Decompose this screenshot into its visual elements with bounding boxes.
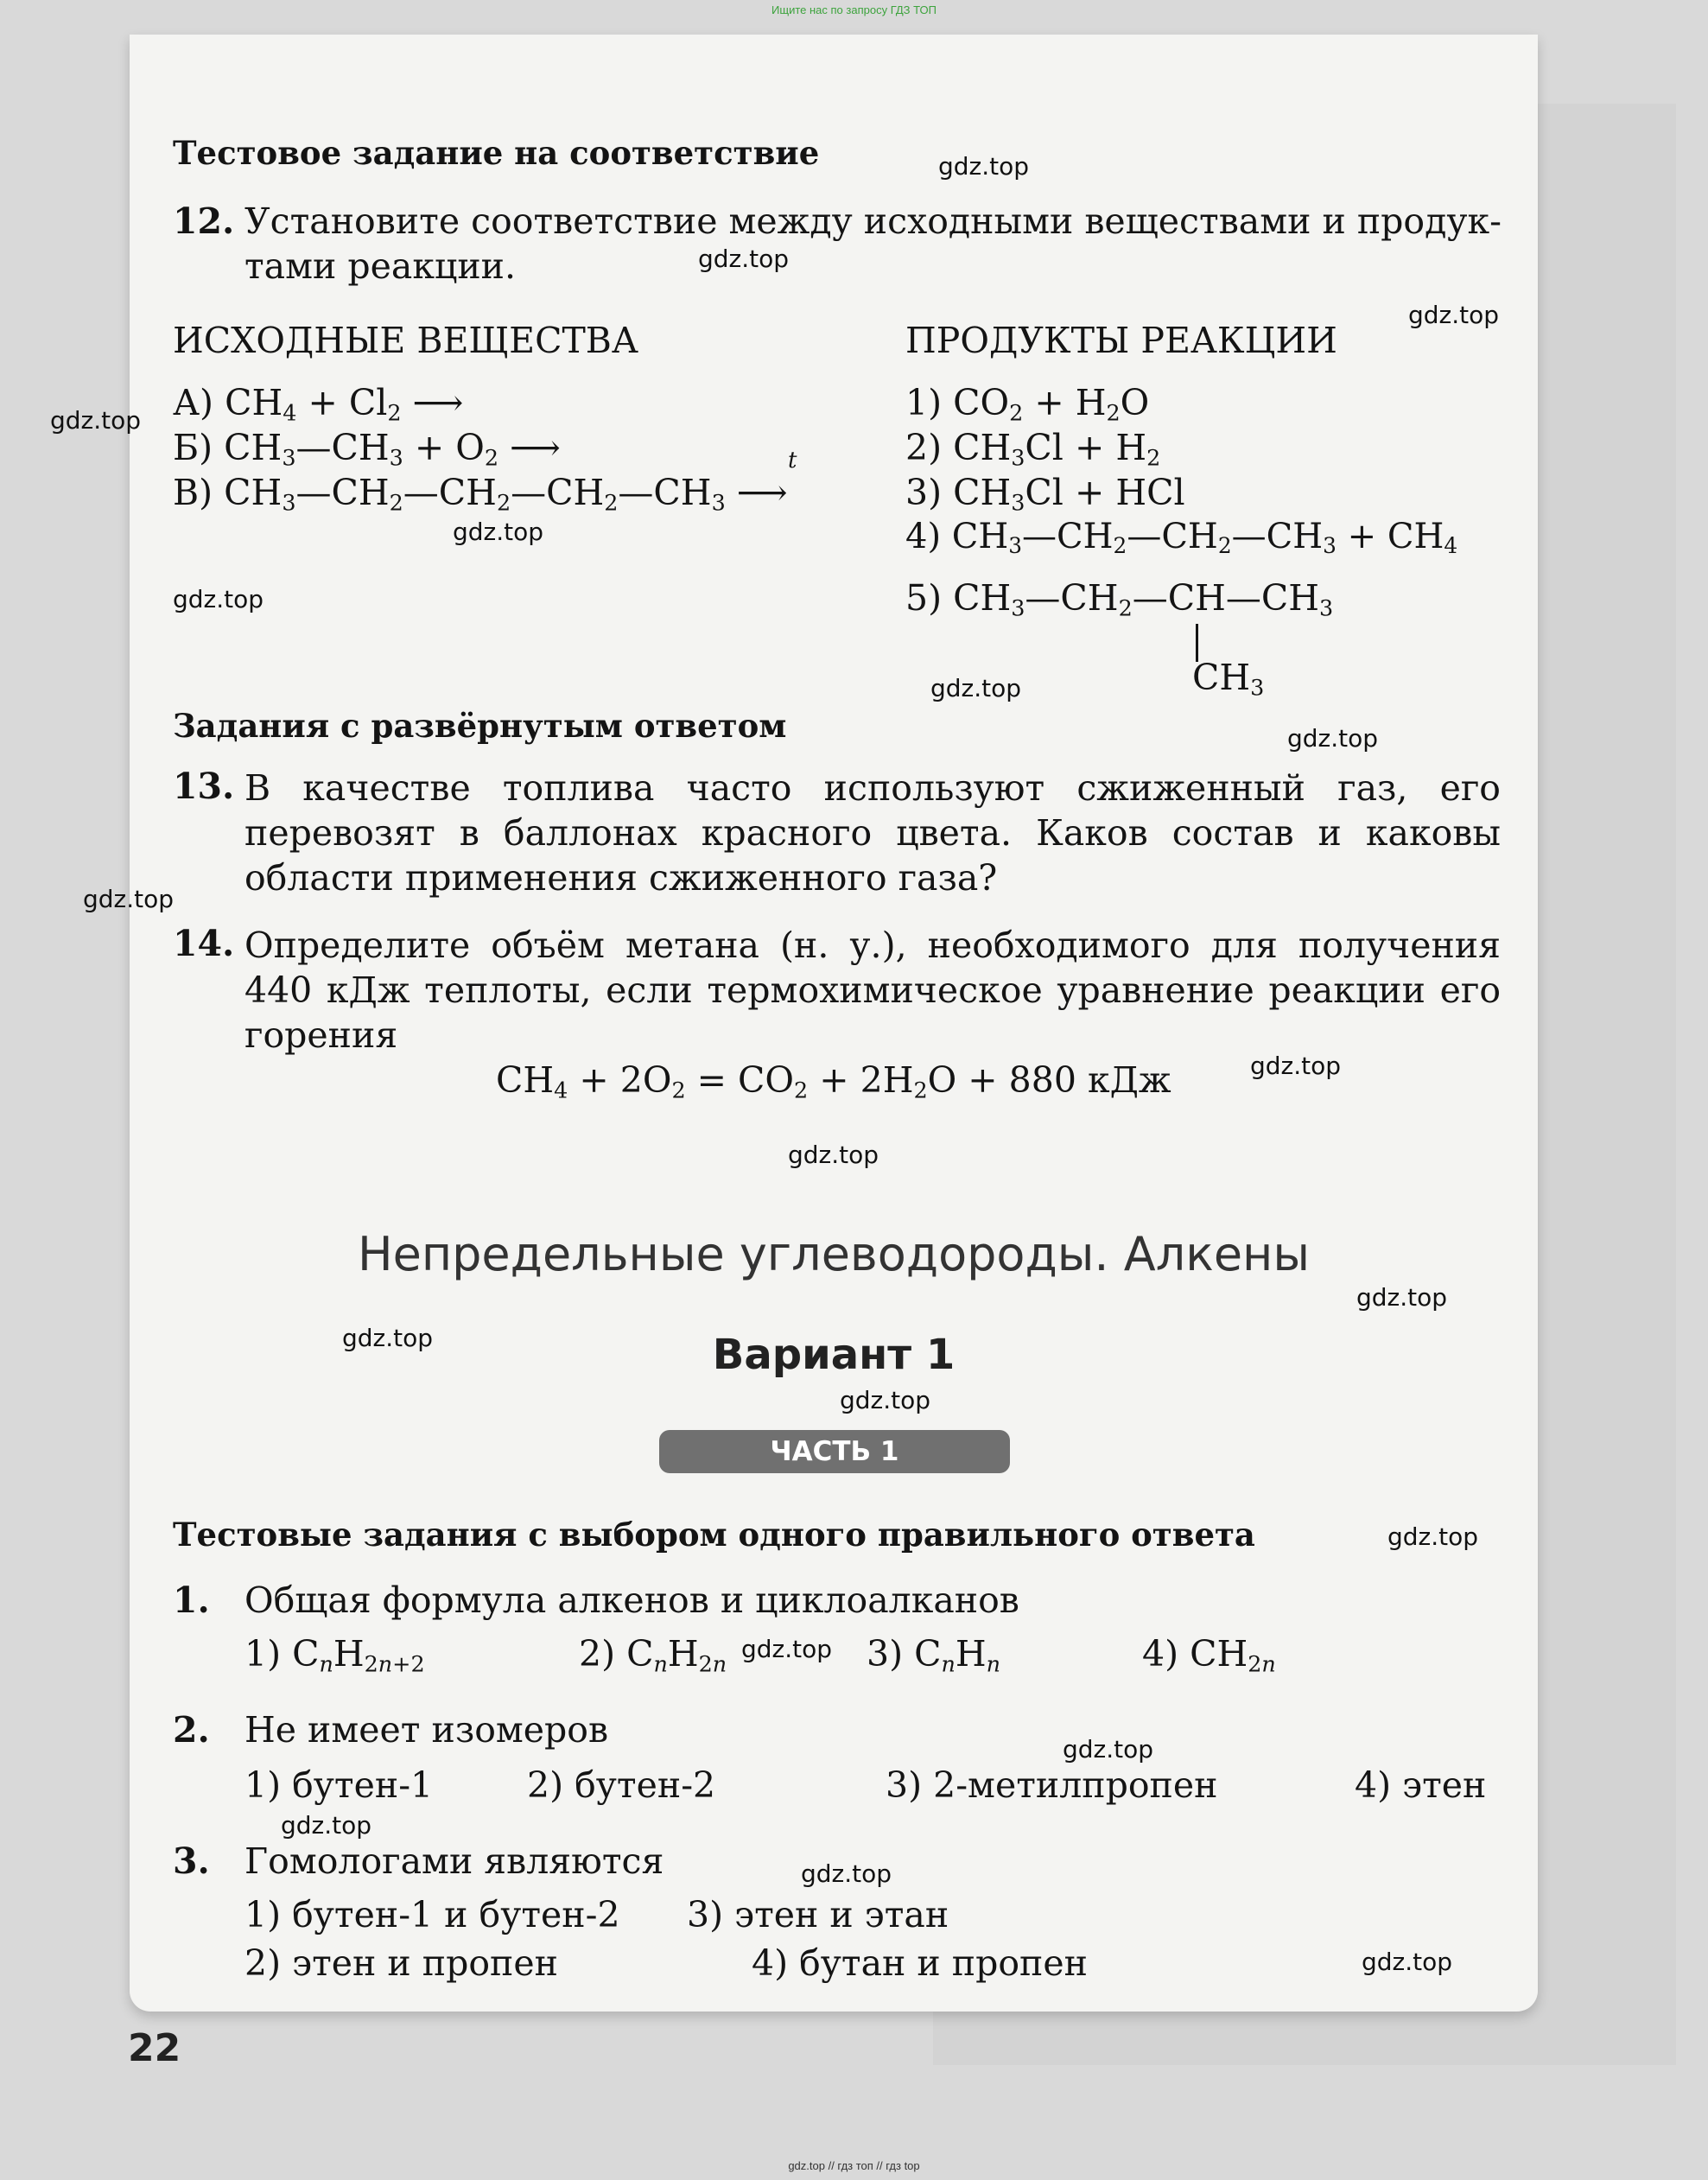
watermark-text: gdz.top — [1362, 1948, 1453, 1976]
product-3: 3) $CH_3Cl$ + HCl — [905, 472, 1185, 516]
q2-text: Не имеет изомеров — [244, 1709, 609, 1751]
reactant-v — [173, 472, 788, 515]
q2-number: 2. — [173, 1709, 210, 1751]
q1-option-4: 4) $CH_{2n}$ — [1142, 1633, 1276, 1677]
watermark-text: gdz.top — [1287, 724, 1379, 753]
reactants-header: ИСХОДНЫЕ ВЕЩЕСТВА — [173, 320, 638, 361]
watermark-text: gdz.top — [1063, 1735, 1154, 1764]
q3-option-3: 3) этен и этан — [687, 1894, 949, 1935]
watermark-text: gdz.top — [83, 885, 175, 913]
site-link-top[interactable]: Ищите нас по запросу ГДЗ ТОП — [771, 3, 937, 16]
q14-equation: $CH_4 + 2O_2 = CO_2 + 2H_2O + 880$ кДж — [496, 1059, 1171, 1103]
q13-text: В качестве топлива часто используют сжиженный газ, его перевозят в баллонах красного цвета. Каков состав и каковы области применения сжиженного газа? — [244, 767, 1501, 899]
watermark-text: gdz.top — [698, 245, 790, 273]
reactant-b — [173, 427, 561, 470]
reactant-formula: $CH_4 + Cl_2$ ⟶ — [225, 382, 464, 426]
watermark-text: gdz.top — [840, 1386, 931, 1414]
variant-title: Вариант 1 — [712, 1331, 956, 1379]
product-4: 4) $CH_3—CH_2—CH_2—CH_3 + CH_4$ — [905, 517, 1458, 559]
watermark-text: gdz.top — [801, 1859, 892, 1888]
watermark-text: gdz.top — [50, 406, 142, 435]
watermark-text: gdz.top — [930, 674, 1022, 702]
product-2: 2) $CH_3Cl + H_2$ — [905, 427, 1161, 471]
watermark-text: gdz.top — [342, 1324, 434, 1352]
watermark-text: gdz.top — [741, 1635, 833, 1663]
q3-option-1: 1) бутен-1 и бутен-2 — [244, 1894, 620, 1935]
q3-option-2: 2) этен и пропен — [244, 1942, 558, 1984]
q13-number: 13. — [173, 766, 235, 807]
reactant-formula: $CH_3—CH_3 + O_2$ ⟶ — [224, 427, 561, 471]
q2-option-1: 1) бутен-1 — [244, 1764, 434, 1806]
watermark-text: gdz.top — [788, 1141, 879, 1169]
q1-number: 1. — [173, 1579, 210, 1621]
q3-number: 3. — [173, 1840, 210, 1882]
q12-number: 12. — [173, 200, 235, 242]
q2-option-3: 3) 2-метилпропен — [886, 1764, 1218, 1806]
products-header: ПРОДУКТЫ РЕАКЦИИ — [905, 320, 1337, 361]
q12-text-line1: Установите соответствие между исходными веществами и продук- — [244, 200, 1502, 242]
q1-option-2: 2) $C_nH_{2n}$ — [579, 1633, 727, 1677]
q1-text: Общая формула алкенов и циклоалканов — [244, 1579, 1019, 1621]
q2-option-2: 2) бутен-2 — [527, 1764, 716, 1806]
watermark-text: gdz.top — [281, 1811, 372, 1840]
watermark-text: gdz.top — [1250, 1052, 1342, 1080]
section-title: Непредельные углеводороды. Алкены — [357, 1227, 1311, 1281]
watermark-text: gdz.top — [1387, 1522, 1479, 1551]
watermark-text: gdz.top — [1408, 301, 1500, 329]
page-number: 22 — [128, 2026, 181, 2070]
q14-number: 14. — [173, 923, 235, 964]
q1-option-1: 1) $C_nH_{2n+2}$ — [244, 1633, 425, 1677]
reactant-a — [173, 382, 463, 425]
reactant-label: Б) — [173, 427, 213, 468]
product-5: 5) $CH_3—CH_2—CH—CH_3$ — [905, 577, 1334, 621]
q2-option-4: 4) этен — [1355, 1764, 1487, 1806]
product-5-branch: $CH_3$ — [1192, 657, 1265, 701]
q14-text: Определите объём метана (н. у.), необходимого для получения 440 кДж теплоты, если термохимическое уравнение реакции его горения — [244, 925, 1501, 1056]
reactant-label: А) — [173, 382, 214, 423]
tests-heading: Тестовые задания с выбором одного правильного ответа — [173, 1516, 1255, 1554]
site-link-bottom[interactable]: gdz.top // гдз топ // гдз top — [788, 2159, 920, 2172]
reactant-label: В) — [173, 472, 213, 513]
product-1: 1) $CO_2 + H_2O$ — [905, 382, 1150, 426]
q3-option-4: 4) бутан и пропен — [752, 1942, 1088, 1984]
open-heading: Задания с развёрнутым ответом — [173, 707, 787, 745]
watermark-text: gdz.top — [938, 152, 1030, 181]
watermark-text: gdz.top — [173, 585, 264, 613]
q3-text: Гомологами являются — [244, 1840, 664, 1882]
part-badge: ЧАСТЬ 1 — [659, 1430, 1010, 1473]
temperature-mark: t — [788, 448, 797, 473]
watermark-text: gdz.top — [453, 518, 544, 546]
reactant-formula: $CH_3—CH_2—CH_2—CH_2—CH_3$ ⟶ — [224, 472, 788, 516]
q12-text-line2: тами реакции. — [244, 245, 517, 287]
match-heading: Тестовое задание на соответствие — [173, 134, 820, 172]
q1-option-3: 3) $C_nH_n$ — [867, 1633, 1000, 1677]
watermark-text: gdz.top — [1356, 1283, 1448, 1312]
